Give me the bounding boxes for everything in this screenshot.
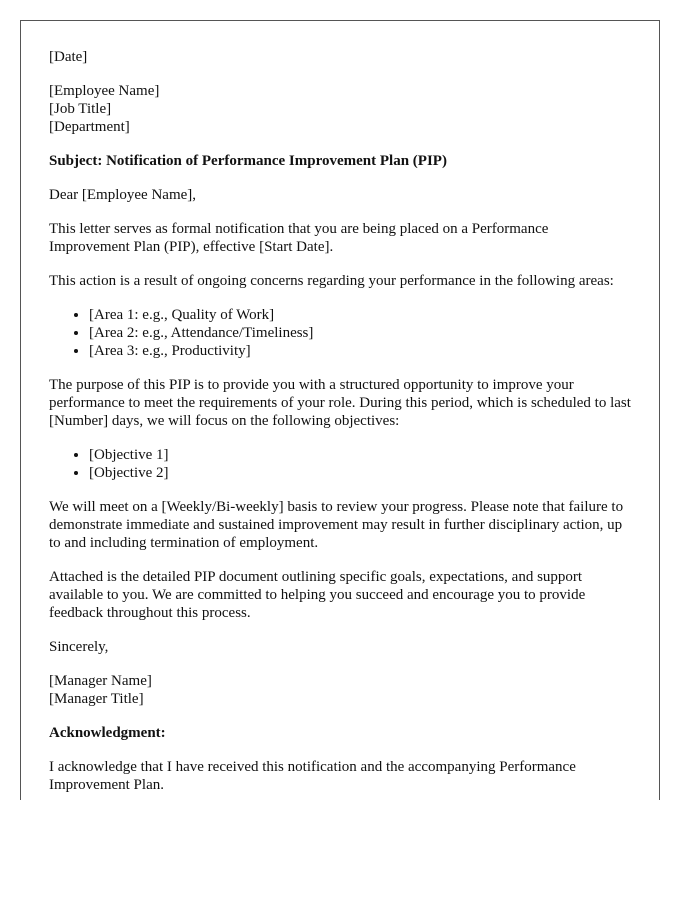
recipient-name: [Employee Name] — [49, 83, 160, 99]
purpose-paragraph: The purpose of this PIP is to provide you with a structured opportunity to improve your performance to meet the requirements of your role. During this period, which is scheduled to last [Number] days, we will focus on the following objectives: — [49, 377, 631, 429]
recipient-block — [49, 82, 631, 136]
list-item: • [Objective 1] — [89, 446, 631, 464]
acknowledgment-heading: Acknowledgment: — [49, 725, 166, 741]
recipient-department: [Department] — [49, 119, 130, 135]
attachment-paragraph: Attached is the detailed PIP document outlining specific goals, expectations, and support available to you. We are committed to helping you succeed and encourage you to provide feedback throughout this process. — [49, 569, 586, 621]
list-item: • [Area 1: e.g., Quality of Work] — [89, 306, 631, 324]
letter-greeting: Dear [Employee Name], — [49, 187, 197, 203]
list-item: • [Area 2: e.g., Attendance/Timeliness] — [89, 324, 631, 342]
signature-block — [49, 672, 631, 708]
list-item: • [Area 3: e.g., Productivity] — [89, 342, 631, 360]
letter-date: [Date] — [49, 49, 88, 65]
list-item: • [Objective 2] — [89, 464, 631, 482]
signer-name: [Manager Name] — [49, 673, 152, 689]
letter-page — [20, 20, 660, 800]
concerns-paragraph: This action is a result of ongoing concerns regarding your performance in the following areas: — [49, 273, 614, 289]
meetings-paragraph: We will meet on a [Weekly/Bi-weekly] basis to review your progress. Please note that failure to demonstrate immediate and sustained improvement may result in further disciplinary action, up to and including termination of employment. — [49, 499, 624, 551]
signer-title: [Manager Title] — [49, 691, 144, 707]
areas-list — [49, 306, 631, 360]
objectives-list — [49, 446, 631, 482]
letter-closing: Sincerely, — [49, 639, 109, 655]
acknowledgment-text: I acknowledge that I have received this notification and the accompanying Performance Improvement Plan. — [49, 759, 576, 793]
intro-paragraph: This letter serves as formal notification that you are being placed on a Performance Improvement Plan (PIP), effective [Start Date]. — [49, 221, 549, 255]
letter-subject: Subject: Notification of Performance Improvement Plan (PIP) — [49, 153, 447, 169]
recipient-title: [Job Title] — [49, 101, 112, 117]
